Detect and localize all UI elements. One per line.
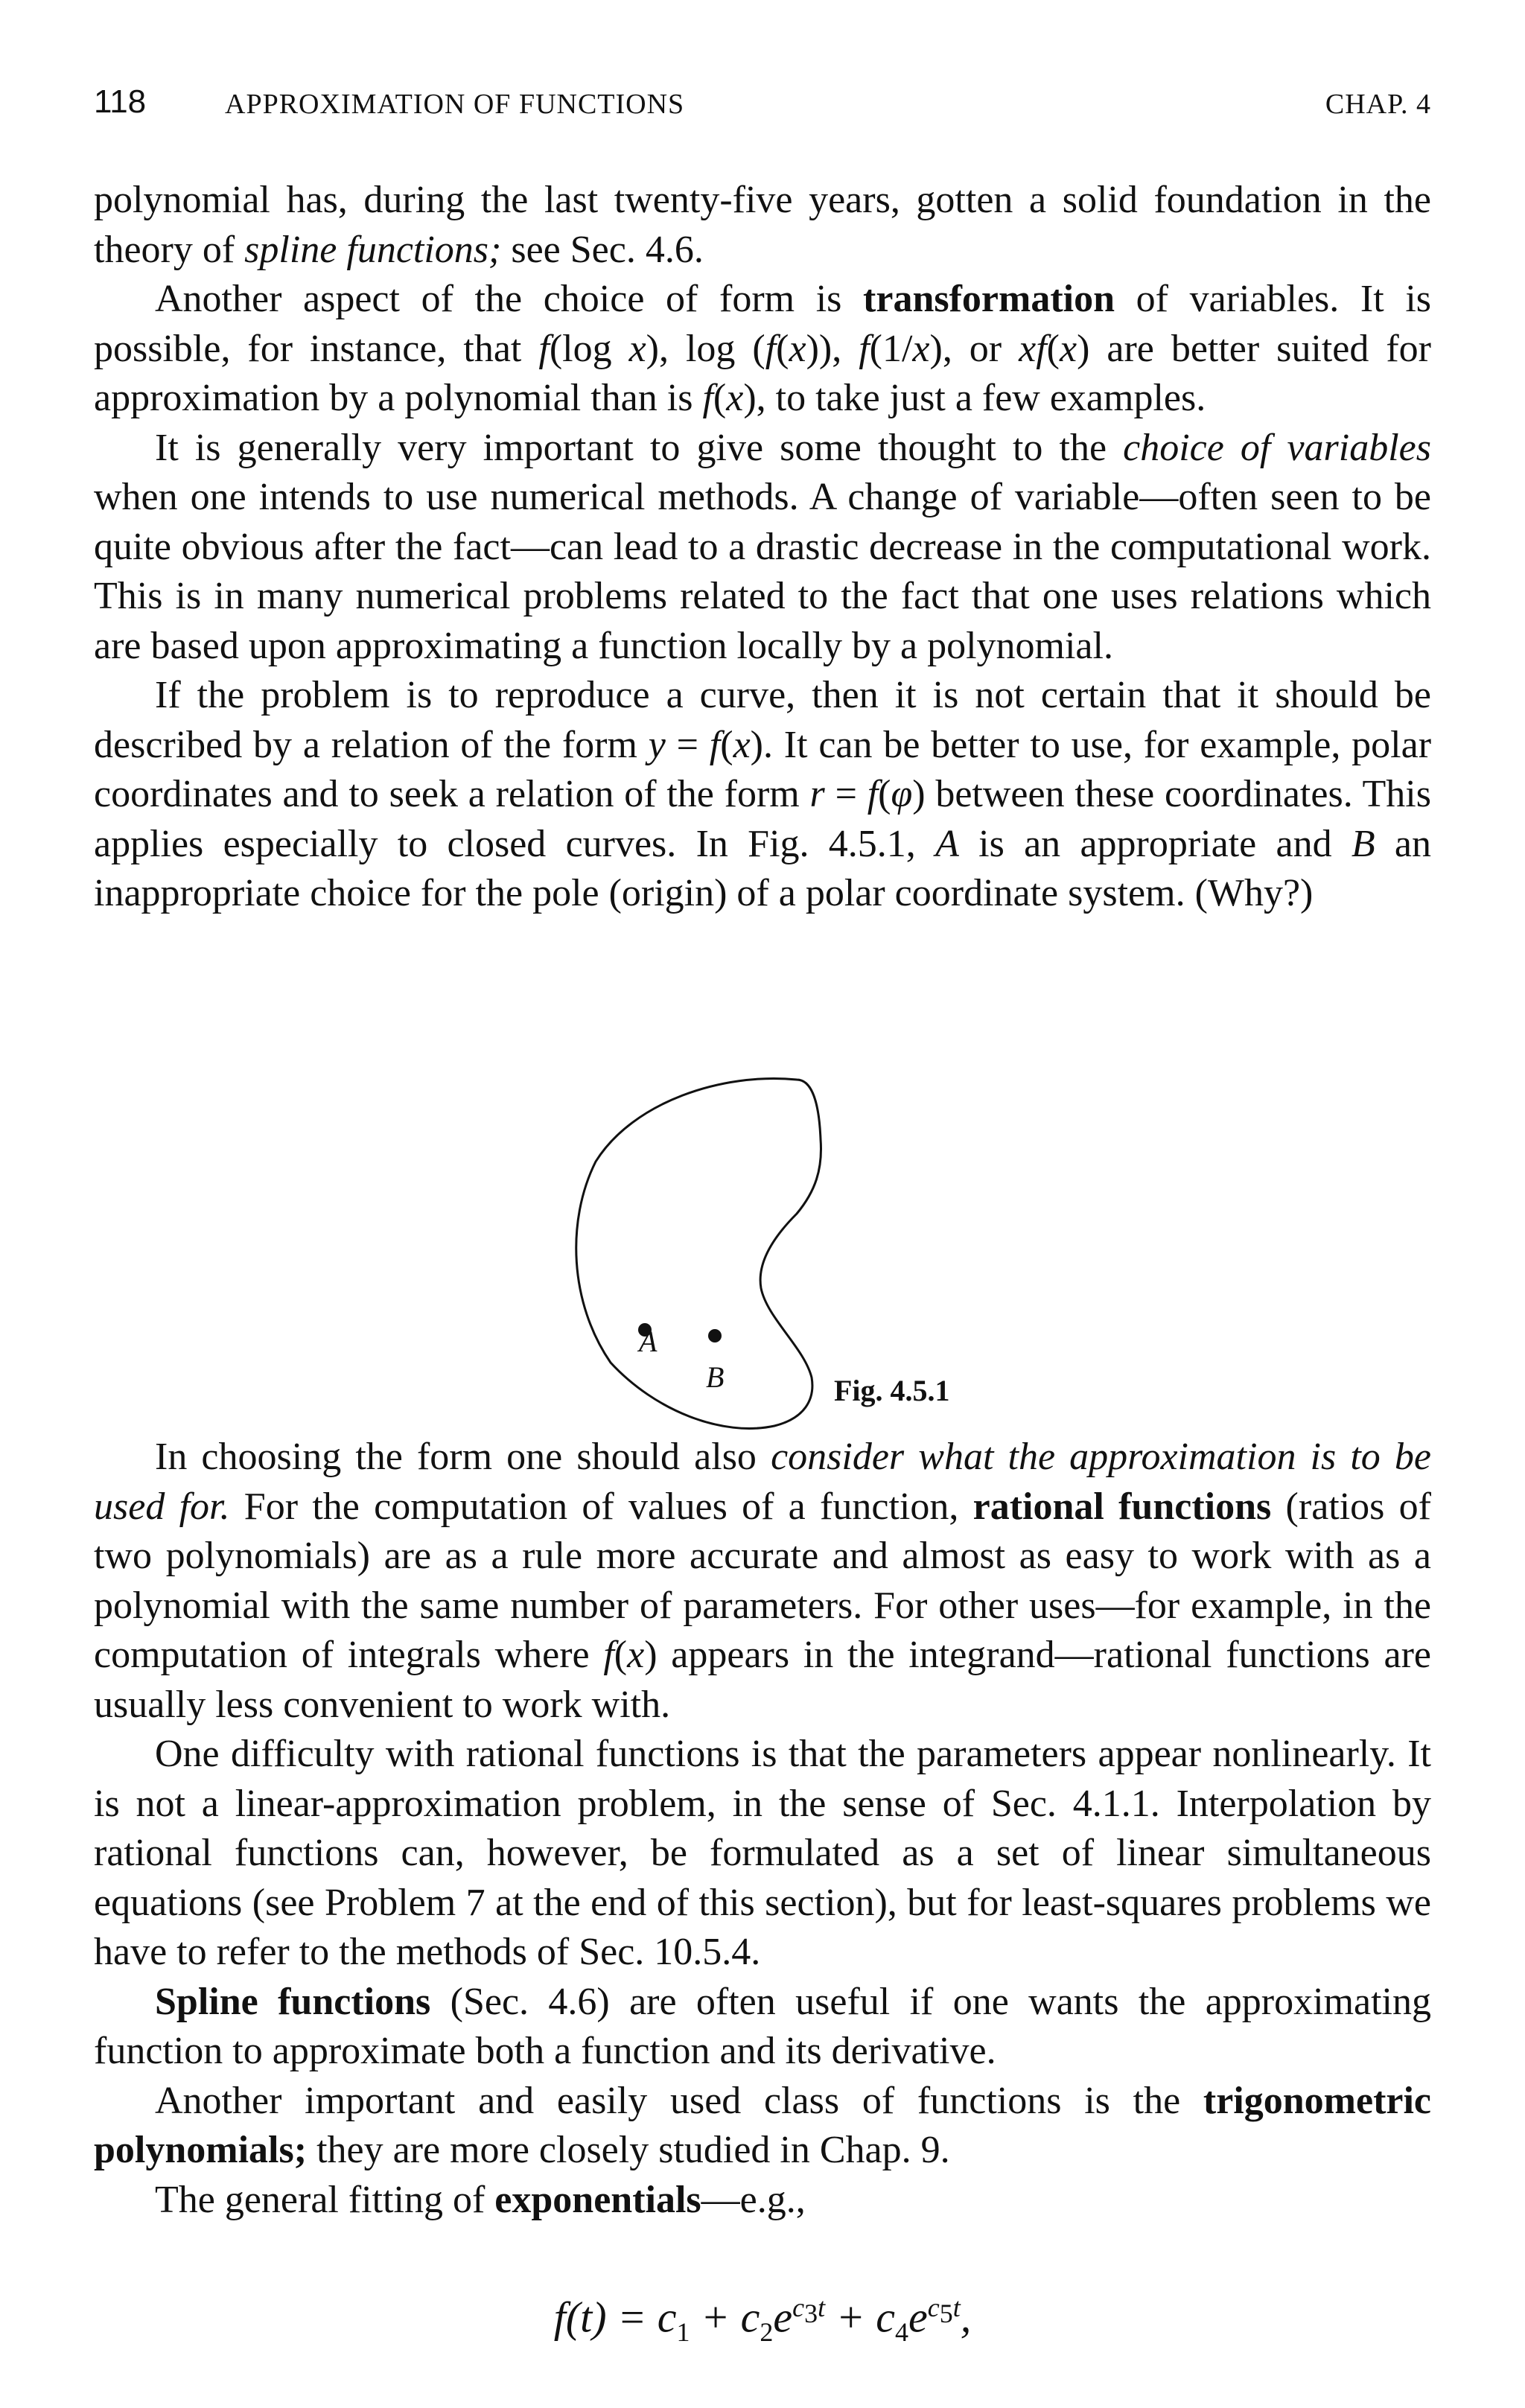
chapter-label: CHAP. 4 — [1325, 89, 1431, 120]
page-number: 118 — [94, 83, 147, 120]
running-title: APPROXIMATION OF FUNCTIONS — [225, 89, 685, 120]
point-a-label: A — [639, 1325, 658, 1358]
text-block-lower — [94, 1433, 1431, 2225]
bold-term: Spline functions — [155, 1980, 431, 2023]
paragraph: Spline functions (Sec. 4.6) are often useful if one wants the approximating function to approximate both a function and its derivative. — [94, 1980, 1431, 2072]
kidney-shaped-curve — [576, 1078, 821, 1428]
bold-term: trigonometric polynomials; — [94, 2079, 1431, 2171]
bold-term: transformation — [863, 278, 1115, 320]
bold-term: exponentials — [494, 2178, 701, 2221]
paragraph: If the problem is to reproduce a curve, then it is not certain that it should be described by a relation of the form y = f(x). It can be better to use, for example, polar coordinates and to seek a relation of the form r = f(φ) between these coordinates. This applies especially to closed curves. In Fig. 4.5.1, A is an appropriate and B an inappropriate choice for the pole (origin) of a polar coordinate system. (Why?) — [94, 674, 1432, 914]
point-b-label: B — [706, 1360, 725, 1394]
bold-term: rational functions — [972, 1485, 1272, 1528]
paragraph: The general fitting of exponentials—e.g., — [155, 2178, 806, 2221]
emphasis: consider what the approximation is to be used for. — [94, 1436, 1432, 1528]
emphasis: spline functions; — [244, 228, 502, 271]
emphasis: choice of variables — [1123, 426, 1431, 469]
paragraph: One difficulty with rational functions is that the parameters appear nonlinearly. It is not a linear-approximation problem, in the sense of Sec. 4.1.1. Interpolation by rational functions can, however, be formulated as a set of linear simultaneous equations (see Problem 7 at the end of this section), but for least-squares problems we have to refer to the methods of Sec. 10.5.4. — [94, 1733, 1431, 1973]
figure-caption: Fig. 4.5.1 — [834, 1374, 950, 1407]
paragraph: It is generally very important to give some thought to the choice of variables when one intends to use numerical methods. A change of variable—often seen to be quite obvious after the fact—can lead to a drastic decrease in the computational work. This is in many numerical problems related to the fact that one uses relations which are based upon approximating a function locally by a polynomial. — [94, 426, 1431, 667]
text-block-upper — [94, 176, 1431, 919]
display-equation: $f(t) = c_1 + c_2e^{c_3t} + c_4e^{c_5t}$, — [553, 2293, 972, 2347]
point-b-dot — [708, 1329, 722, 1342]
paragraph: polynomial has, during the last twenty-five years, gotten a solid foundation in the theory of spline functions; see Sec. 4.6. — [94, 179, 1431, 271]
paragraph: In choosing the form one should also consider what the approximation is to be used for. For the computation of values of a function, rational functions (ratios of two polynomials) are as a rule more accurate and almost as easy to work with as a polynomial with the same number of parameters. For other uses—for example, in the computation of integrals where f(x) appears in the integrand—rational functions are usually less convenient to work with. — [94, 1436, 1432, 1726]
paragraph: Another aspect of the choice of form is transformation of variables. It is possible, for instance, that f(log x), log (f(x)), f(1/x), or xf(x) are better suited for approximation by a polynomial than is f(x), to take just a few examples. — [94, 278, 1432, 419]
running-header — [94, 83, 1431, 128]
paragraph: Another important and easily used class of functions is the trigonometric polynomials; they are more closely studied in Chap. 9. — [94, 2079, 1431, 2171]
